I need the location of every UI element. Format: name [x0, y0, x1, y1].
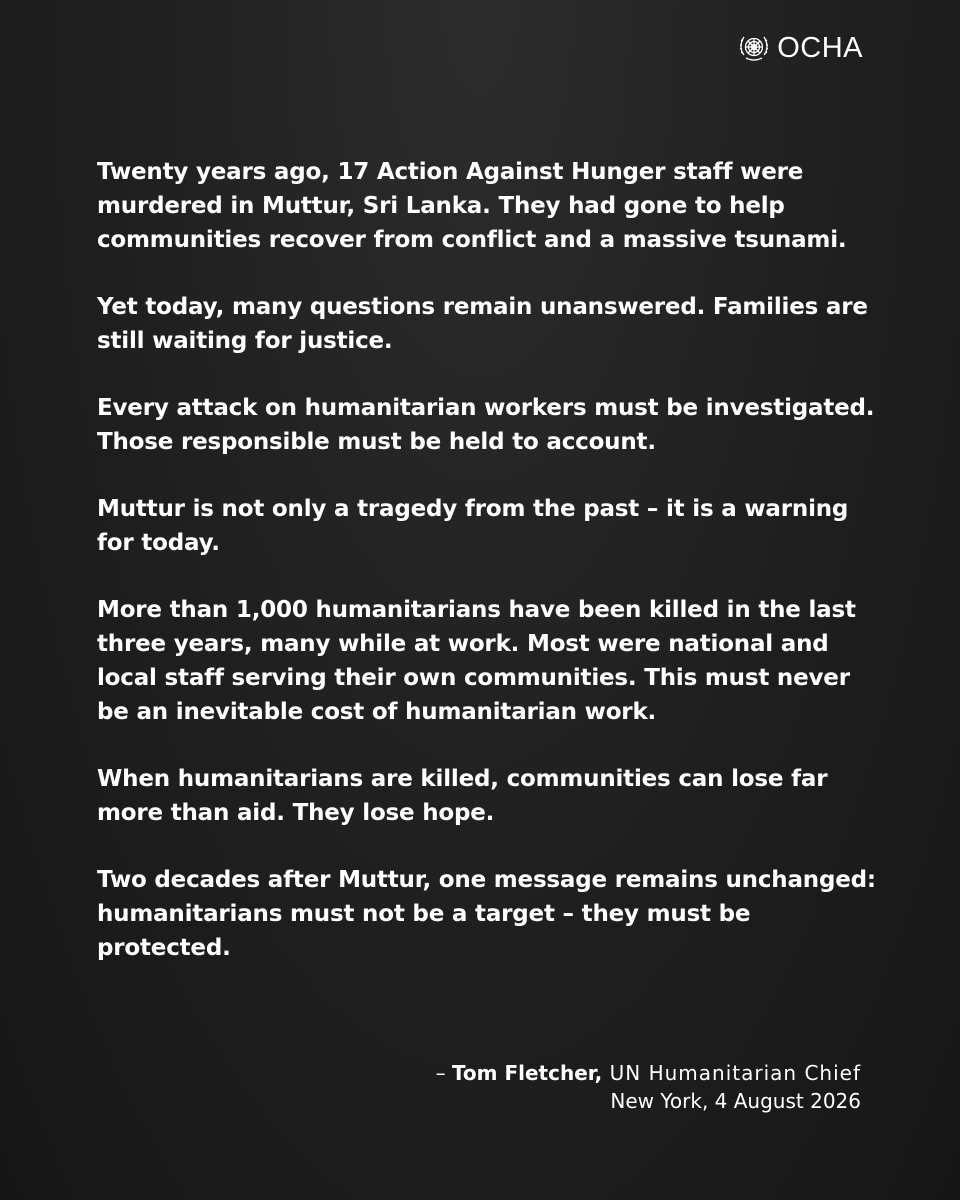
- attribution-place-date: New York, 4 August 2026: [610, 1089, 861, 1113]
- statement-paragraph: Two decades after Muttur, one message remains unchanged: humanitarians must not be a target – they must be protected.: [97, 867, 876, 961]
- statement-paragraph: Twenty years ago, 17 Action Against Hunger staff were murdered in Muttur, Sri Lanka. They had gone to help communities recover from conflict and a massive tsunami.: [97, 159, 847, 253]
- attribution-name: Tom Fletcher,: [451, 1061, 603, 1085]
- statement-paragraph: Yet today, many questions remain unanswered. Families are still waiting for justice.: [97, 294, 868, 354]
- attribution: [436, 1059, 861, 1115]
- ocha-logo-text: OCHA: [777, 31, 863, 64]
- statement-paragraph: When humanitarians are killed, communities can lose far more than aid. They lose hope.: [97, 766, 828, 826]
- attribution-dash: –: [435, 1061, 452, 1085]
- statement-body: [97, 155, 877, 998]
- attribution-role: UN Humanitarian Chief: [602, 1061, 861, 1085]
- un-emblem-icon: [737, 31, 771, 65]
- ocha-logo: [737, 31, 863, 65]
- statement-paragraph: Muttur is not only a tragedy from the past – it is a warning for today.: [97, 496, 849, 556]
- statement-paragraph: More than 1,000 humanitarians have been killed in the last three years, many while at work. Most were national and local staff serving their own communities. This must never be an inevitable cost of humanitarian work.: [97, 597, 856, 725]
- attribution-line: [436, 1059, 861, 1087]
- statement-paragraph: Every attack on humanitarian workers must be investigated. Those responsible must be held to account.: [97, 395, 875, 455]
